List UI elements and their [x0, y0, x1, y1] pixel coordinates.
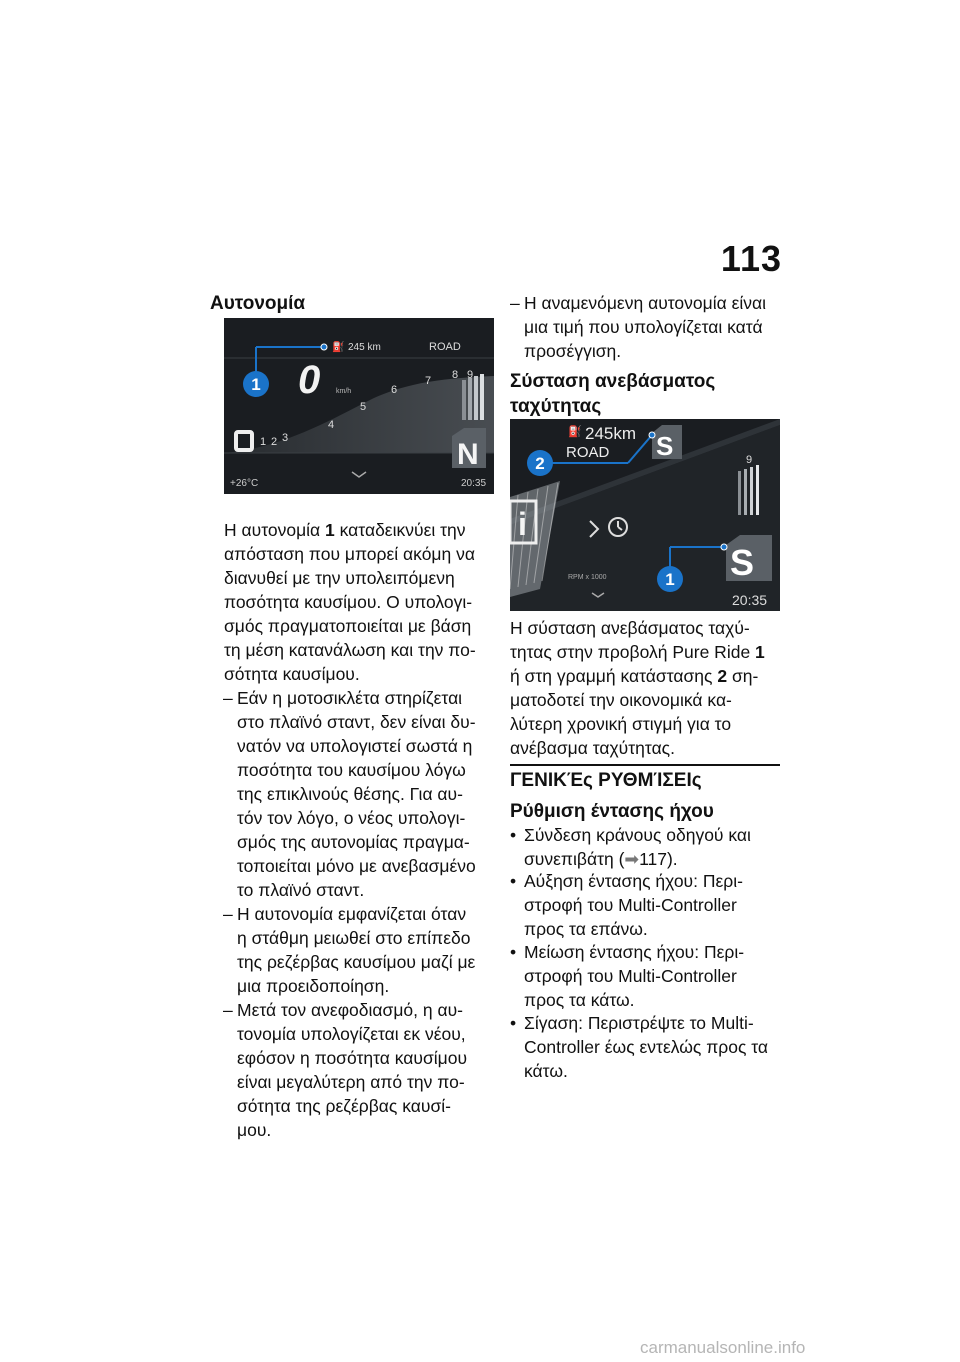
tach-number-1: 1	[260, 436, 267, 448]
tach-number-5: 5	[360, 401, 367, 413]
footer-watermark[interactable]: carmanualsonline.info	[640, 1338, 806, 1357]
section-rule	[510, 764, 780, 766]
callout-1-label: 1	[665, 570, 675, 589]
fuel-pump-icon: ⛽	[568, 426, 582, 438]
ride-mode: ROAD	[429, 341, 461, 353]
bullet-volume-up: • Αύξηση έντασης ήχου: Περι- στροφή του Multi-Controller προς τα επάνω.	[510, 871, 743, 939]
temperature: +26°C	[230, 478, 259, 489]
para-line: ανέβασμα ταχύτητας.	[510, 738, 675, 758]
callout-2-label: 2	[535, 454, 545, 473]
range-description	[224, 518, 494, 686]
tach-number-7: 7	[425, 375, 432, 387]
para-line: ποσότητα καυσίμου. Ο υπολογι-	[224, 592, 473, 612]
figure-range-display	[224, 318, 494, 494]
shift-heading: Σύσταση ανεβάσματος ταχύτητας	[510, 371, 716, 417]
range-value: 245 km	[348, 342, 381, 353]
clock: 20:35	[732, 592, 768, 608]
para-line: λύτερη χρονική στιγμή για το	[510, 714, 732, 734]
ride-mode: ROAD	[566, 444, 610, 461]
bullet-mute: • Σίγαση: Περιστρέψτε το Multi- Controller έως εντελώς προς τα κάτω.	[510, 1013, 769, 1081]
fuel-pump-icon: ⛽	[332, 342, 345, 353]
para-line: ή στη γραμμή κατάστασης 2 ση-	[510, 666, 759, 686]
callout-1-label: 1	[251, 375, 261, 394]
range-display-image	[224, 318, 494, 494]
shift-letter-small: S	[656, 431, 674, 461]
para-line: σμός πραγματοποιείται με βάση	[224, 616, 472, 636]
range-value: 245km	[585, 424, 637, 443]
shift-description	[510, 616, 780, 760]
dash-item-reserve: – Η αυτονομία εμφανίζεται όταν η στάθμη μειωθεί στο επίπεδο της ρεζέρβας καυσίμου μαζί με μια προειδοποίηση.	[223, 904, 476, 996]
shift-letter-large: S	[730, 542, 755, 583]
tach-number-9: 9	[746, 454, 753, 466]
para-line: Η σύσταση ανεβάσματος ταχύ-	[510, 618, 750, 638]
info-icon: i	[518, 506, 527, 542]
tach-number-3: 3	[282, 432, 289, 444]
rpm-label: RPM x 1000	[568, 574, 607, 581]
page-number: 113	[720, 238, 782, 279]
page-link[interactable]: 117).	[639, 849, 678, 869]
gear-indicator: N	[457, 438, 479, 471]
shift-display-image	[510, 419, 780, 611]
bullet-connect-helmet: • Σύνδεση κράνους οδηγού και συνεπιβάτη (➡117).	[510, 825, 751, 869]
tach-number-6: 6	[391, 384, 398, 396]
tach-number-2: 2	[271, 436, 278, 448]
bullet-volume-down: • Μείωση έντασης ήχου: Περι- στροφή του Multi-Controller προς τα κάτω.	[510, 942, 745, 1010]
dash-item-estimate: – Η αναμενόμενη αυτονομία είναι μια τιμή που υπολογίζεται κατά προσέγγιση.	[510, 293, 767, 361]
dash-item-refuel: – Μετά τον ανεφοδιασμό, η αυ- τονομία υπολογίζεται εκ νέου, εφόσον η ποσότητα καυσίμου είναι μεγαλύτερη από την πο- σότητα της ρεζέρβας καυσί- μου.	[223, 1000, 468, 1140]
tach-number-8: 8	[452, 369, 459, 381]
dash-item-side-stand: – Εάν η μοτοσικλέτα στηρίζεται στο πλαϊνό σταντ, δεν είναι δυ- νατόν να υπολογιστεί σωστά η ποσότητα του καυσίμου λόγω της επικλινούς θέσης. Για αυ- τόν τον λόγο, ο νέος υπολογι- σμός της αυτονομίας πραγμα- τοποιείται μόνο με ανεβασμένο το πλαϊνό σταντ.	[223, 688, 476, 900]
section-title: ΓΕΝΙΚΈς ΡΥΘΜΊΣΕΙς	[510, 770, 702, 791]
tach-number-4: 4	[328, 419, 335, 431]
para-line: τη μέση κατανάλωση και την πο-	[224, 640, 476, 660]
para-line: διανυθεί με την υπολειπόμενη	[224, 568, 455, 588]
clock: 20:35	[461, 478, 487, 489]
left-heading: Αυτονομία	[210, 293, 306, 314]
para-line: απόσταση που μπορεί ακόμη να	[224, 544, 475, 564]
figure-shift-display	[510, 419, 780, 611]
tach-number-9: 9	[467, 369, 474, 381]
arrow-right-icon: ➡	[624, 849, 640, 869]
para-line: σότητα καυσίμου.	[224, 664, 360, 684]
para-line: ματοδοτεί την οικονομικά κα-	[510, 690, 732, 710]
speed-unit: km/h	[336, 388, 352, 395]
speed-value: 0	[298, 358, 321, 402]
para-line: τητας στην προβολή Pure Ride 1	[510, 642, 765, 662]
para-line: Η αυτονομία 1 καταδεικνύει την	[224, 520, 466, 540]
volume-subheading: Ρύθμιση έντασης ήχου	[510, 801, 714, 822]
